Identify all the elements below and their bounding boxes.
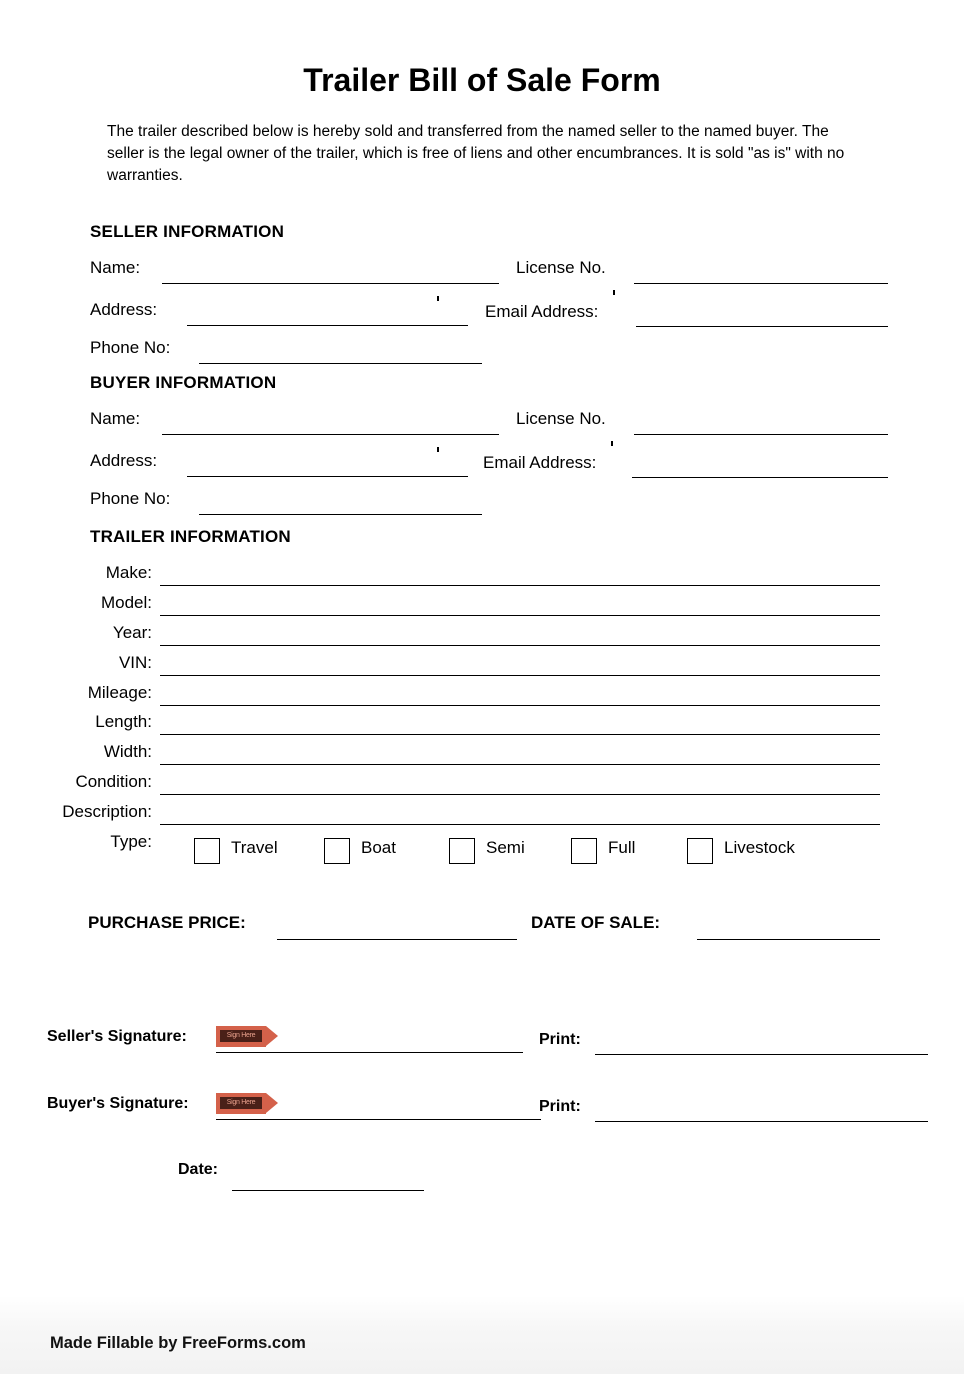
sign-here-tag-icon xyxy=(216,1026,278,1047)
buyer-license-label: License No. xyxy=(516,409,606,428)
buyer-print-label: Print: xyxy=(539,1098,581,1115)
seller-print-label: Print: xyxy=(539,1031,581,1048)
sign-here-tag-text: Sign Here xyxy=(220,1097,262,1109)
type-label-livestock: Livestock xyxy=(724,838,795,857)
page-title: Trailer Bill of Sale Form xyxy=(303,62,661,98)
seller-name-input[interactable] xyxy=(162,283,499,284)
signature-date-label: Date: xyxy=(178,1161,219,1178)
trailer-make-label: Make: xyxy=(105,563,152,582)
buyer-signature-label: Buyer's Signature: xyxy=(47,1095,189,1112)
buyer-name-input[interactable] xyxy=(162,434,499,435)
sign-here-tag-icon xyxy=(216,1093,278,1114)
seller-address-input[interactable] xyxy=(187,325,468,326)
buyer-signature-input[interactable] xyxy=(216,1119,541,1120)
seller-email-label: Email Address: xyxy=(485,302,599,321)
buyer-email-input[interactable] xyxy=(632,477,888,478)
seller-signature-input[interactable] xyxy=(216,1052,523,1053)
buyer-address-label: Address: xyxy=(90,451,158,470)
trailer-make-input[interactable] xyxy=(160,585,880,586)
trailer-year-label: Year: xyxy=(112,623,152,642)
buyer-phone-label: Phone No: xyxy=(90,489,171,508)
buyer-phone-input[interactable] xyxy=(199,514,482,515)
seller-print-input[interactable] xyxy=(595,1054,928,1055)
seller-license-label: License No. xyxy=(516,258,606,277)
trailer-year-input[interactable] xyxy=(160,645,880,646)
seller-signature-label: Seller's Signature: xyxy=(47,1028,187,1045)
seller-phone-input[interactable] xyxy=(199,363,482,364)
type-checkbox-livestock[interactable] xyxy=(687,838,713,864)
seller-email-input[interactable] xyxy=(636,326,888,327)
seller-license-input[interactable] xyxy=(634,283,888,284)
scan-artifact-tick xyxy=(437,447,439,452)
sign-here-tag-point xyxy=(266,1093,278,1113)
purchase-price-input[interactable] xyxy=(277,939,517,940)
type-label-boat: Boat xyxy=(361,838,396,857)
trailer-condition-input[interactable] xyxy=(160,794,880,795)
buyer-name-label: Name: xyxy=(90,409,141,428)
buyer-section-heading: BUYER INFORMATION xyxy=(90,373,277,392)
trailer-mileage-input[interactable] xyxy=(160,705,880,706)
trailer-description-label: Description: xyxy=(62,802,152,821)
date-of-sale-label: DATE OF SALE: xyxy=(531,913,661,932)
trailer-width-label: Width: xyxy=(103,742,152,761)
date-of-sale-input[interactable] xyxy=(697,939,880,940)
seller-phone-label: Phone No: xyxy=(90,338,171,357)
trailer-width-input[interactable] xyxy=(160,764,880,765)
trailer-section-heading: TRAILER INFORMATION xyxy=(90,527,291,546)
buyer-license-input[interactable] xyxy=(634,434,888,435)
type-label-full: Full xyxy=(608,838,636,857)
type-label-semi: Semi xyxy=(486,838,525,857)
trailer-length-label: Length: xyxy=(95,712,152,731)
trailer-vin-label: VIN: xyxy=(118,653,152,672)
scan-artifact-tick xyxy=(613,290,615,295)
footer-attribution: Made Fillable by FreeForms.com xyxy=(50,1334,306,1352)
type-label-travel: Travel xyxy=(231,838,278,857)
buyer-print-input[interactable] xyxy=(595,1121,928,1122)
type-checkbox-semi[interactable] xyxy=(449,838,475,864)
type-checkbox-travel[interactable] xyxy=(194,838,220,864)
scan-artifact-tick xyxy=(437,296,439,301)
trailer-type-label: Type: xyxy=(110,832,152,851)
type-checkbox-full[interactable] xyxy=(571,838,597,864)
buyer-address-input[interactable] xyxy=(187,476,468,477)
trailer-description-input[interactable] xyxy=(160,824,880,825)
intro-paragraph: The trailer described below is hereby sold and transferred from the named seller to the named buyer. The seller is the legal owner of the trailer, which is free of liens and other encumbrances. It is sold "as is" with no warranties. xyxy=(107,123,845,184)
purchase-price-label: PURCHASE PRICE: xyxy=(88,913,246,932)
seller-address-label: Address: xyxy=(90,300,158,319)
buyer-email-label: Email Address: xyxy=(483,453,597,472)
seller-section-heading: SELLER INFORMATION xyxy=(90,222,285,241)
signature-date-input[interactable] xyxy=(232,1190,424,1191)
trailer-mileage-label: Mileage: xyxy=(87,683,152,702)
seller-name-label: Name: xyxy=(90,258,141,277)
sign-here-tag-text: Sign Here xyxy=(220,1030,262,1042)
trailer-condition-label: Condition: xyxy=(75,772,152,791)
trailer-vin-input[interactable] xyxy=(160,675,880,676)
sign-here-tag-point xyxy=(266,1026,278,1046)
trailer-model-label: Model: xyxy=(100,593,152,612)
trailer-model-input[interactable] xyxy=(160,615,880,616)
trailer-length-input[interactable] xyxy=(160,734,880,735)
scan-artifact-tick xyxy=(611,441,613,446)
type-checkbox-boat[interactable] xyxy=(324,838,350,864)
